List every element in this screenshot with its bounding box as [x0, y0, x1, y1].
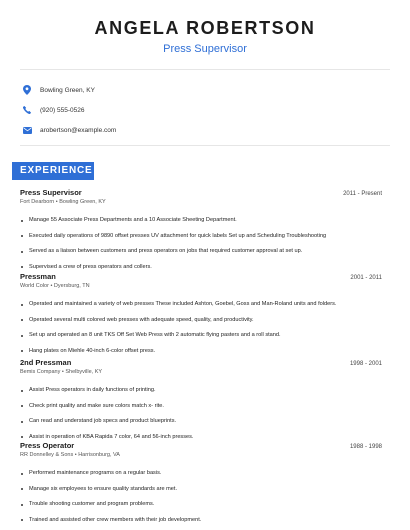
job-employer: RR Donnelley & Sons • Harrisonburg, VA [20, 452, 120, 458]
job-employer: Bemis Company • Shelbyville, KY [20, 369, 103, 375]
resume-header [0, 18, 410, 56]
contact-list [22, 80, 382, 140]
job-bullet: Supervised a crew of press operators and collers. [20, 264, 382, 271]
candidate-name: ANGELA ROBERTSON [94, 18, 316, 38]
company-location: Shelbyville, KY [65, 369, 103, 375]
contact-location [22, 80, 382, 100]
job-entry [20, 272, 382, 354]
job-dates: 2001 - 2011 [350, 275, 382, 281]
company-name: RR Donnelley & Sons [20, 452, 74, 458]
job-bullet: Executed daily operations of 9890 offset presses UV attachment for quick labels Set up and Scheduling Troubleshooting [20, 233, 382, 240]
job-bullet: Manage six employees to ensure quality standards are met. [20, 486, 382, 493]
job-employer: World Color • Dyersburg, TN [20, 283, 90, 289]
job-title: Pressman [20, 272, 56, 281]
company-name: Fort Dearborn [20, 199, 55, 205]
experience-section-heading: EXPERIENCE [12, 162, 94, 180]
job-title: Press Operator [20, 441, 75, 450]
location-pin-icon [22, 84, 32, 96]
contact-phone [22, 100, 382, 120]
job-bullet: Can read and understand job specs and product blueprints. [20, 418, 382, 425]
job-title: 2nd Pressman [20, 358, 72, 367]
company-location: Dyersburg, TN [53, 283, 90, 289]
email-icon [22, 124, 32, 136]
job-dates: 2011 - Present [343, 191, 382, 197]
job-bullet: Operated and maintained a variety of web presses These included Ashton, Goebel, Goss and Man-Roland units and folders. [20, 301, 382, 308]
job-bullet: Performed maintenance programs on a regular basis. [20, 470, 382, 477]
divider [20, 145, 390, 146]
contact-phone-text: (920) 555-0526 [40, 106, 85, 114]
job-bullet: Operated several multi colored web presses with adequate speed, quality, and productivity. [20, 317, 382, 324]
job-entry [20, 188, 382, 270]
candidate-title: Press Supervisor [163, 43, 247, 55]
company-location: Bowling Green, KY [59, 199, 106, 205]
phone-icon [22, 104, 32, 116]
experience-section [20, 188, 382, 528]
company-name: Bemis Company [20, 369, 61, 375]
contact-location-text: Bowling Green, KY [40, 86, 95, 94]
company-location: Harrisonburg, VA [78, 452, 120, 458]
job-title: Press Supervisor [20, 188, 82, 197]
job-bullet: Trained and assisted other crew members with their job development. [20, 517, 382, 524]
job-entry [20, 358, 382, 440]
job-employer: Fort Dearborn • Bowling Green, KY [20, 199, 106, 205]
job-bullet: Assist Press operators in daily functions of printing. [20, 387, 382, 394]
company-name: World Color [20, 283, 49, 289]
job-bullet: Check print quality and make sure colors match x- rite. [20, 403, 382, 410]
job-bullet: Served as a liaison between customers and press operators on jobs that required customer approval at set up. [20, 248, 382, 255]
job-bullet: Assist in operation of KBA Rapida 7 color, 64 and 56-inch presses. [20, 434, 382, 441]
contact-email [22, 120, 382, 140]
job-bullet: Manage 55 Associate Press Departments and a 10 Associate Sheeting Department. [20, 217, 382, 224]
job-bullet: Hang plates on Miehle 40-inch 6-color offset press. [20, 348, 382, 355]
contact-email-text: arobertson@example.com [40, 126, 117, 134]
job-entry [20, 441, 382, 523]
job-bullet: Trouble shooting customer and program problems. [20, 501, 382, 508]
job-dates: 1998 - 2001 [349, 361, 382, 367]
job-dates: 1988 - 1998 [349, 444, 382, 450]
divider [20, 69, 390, 70]
job-bullet: Set up and operated an 8 unit TKS Off Set Web Press with 2 automatic flying pasters and a roll stand. [20, 332, 382, 339]
